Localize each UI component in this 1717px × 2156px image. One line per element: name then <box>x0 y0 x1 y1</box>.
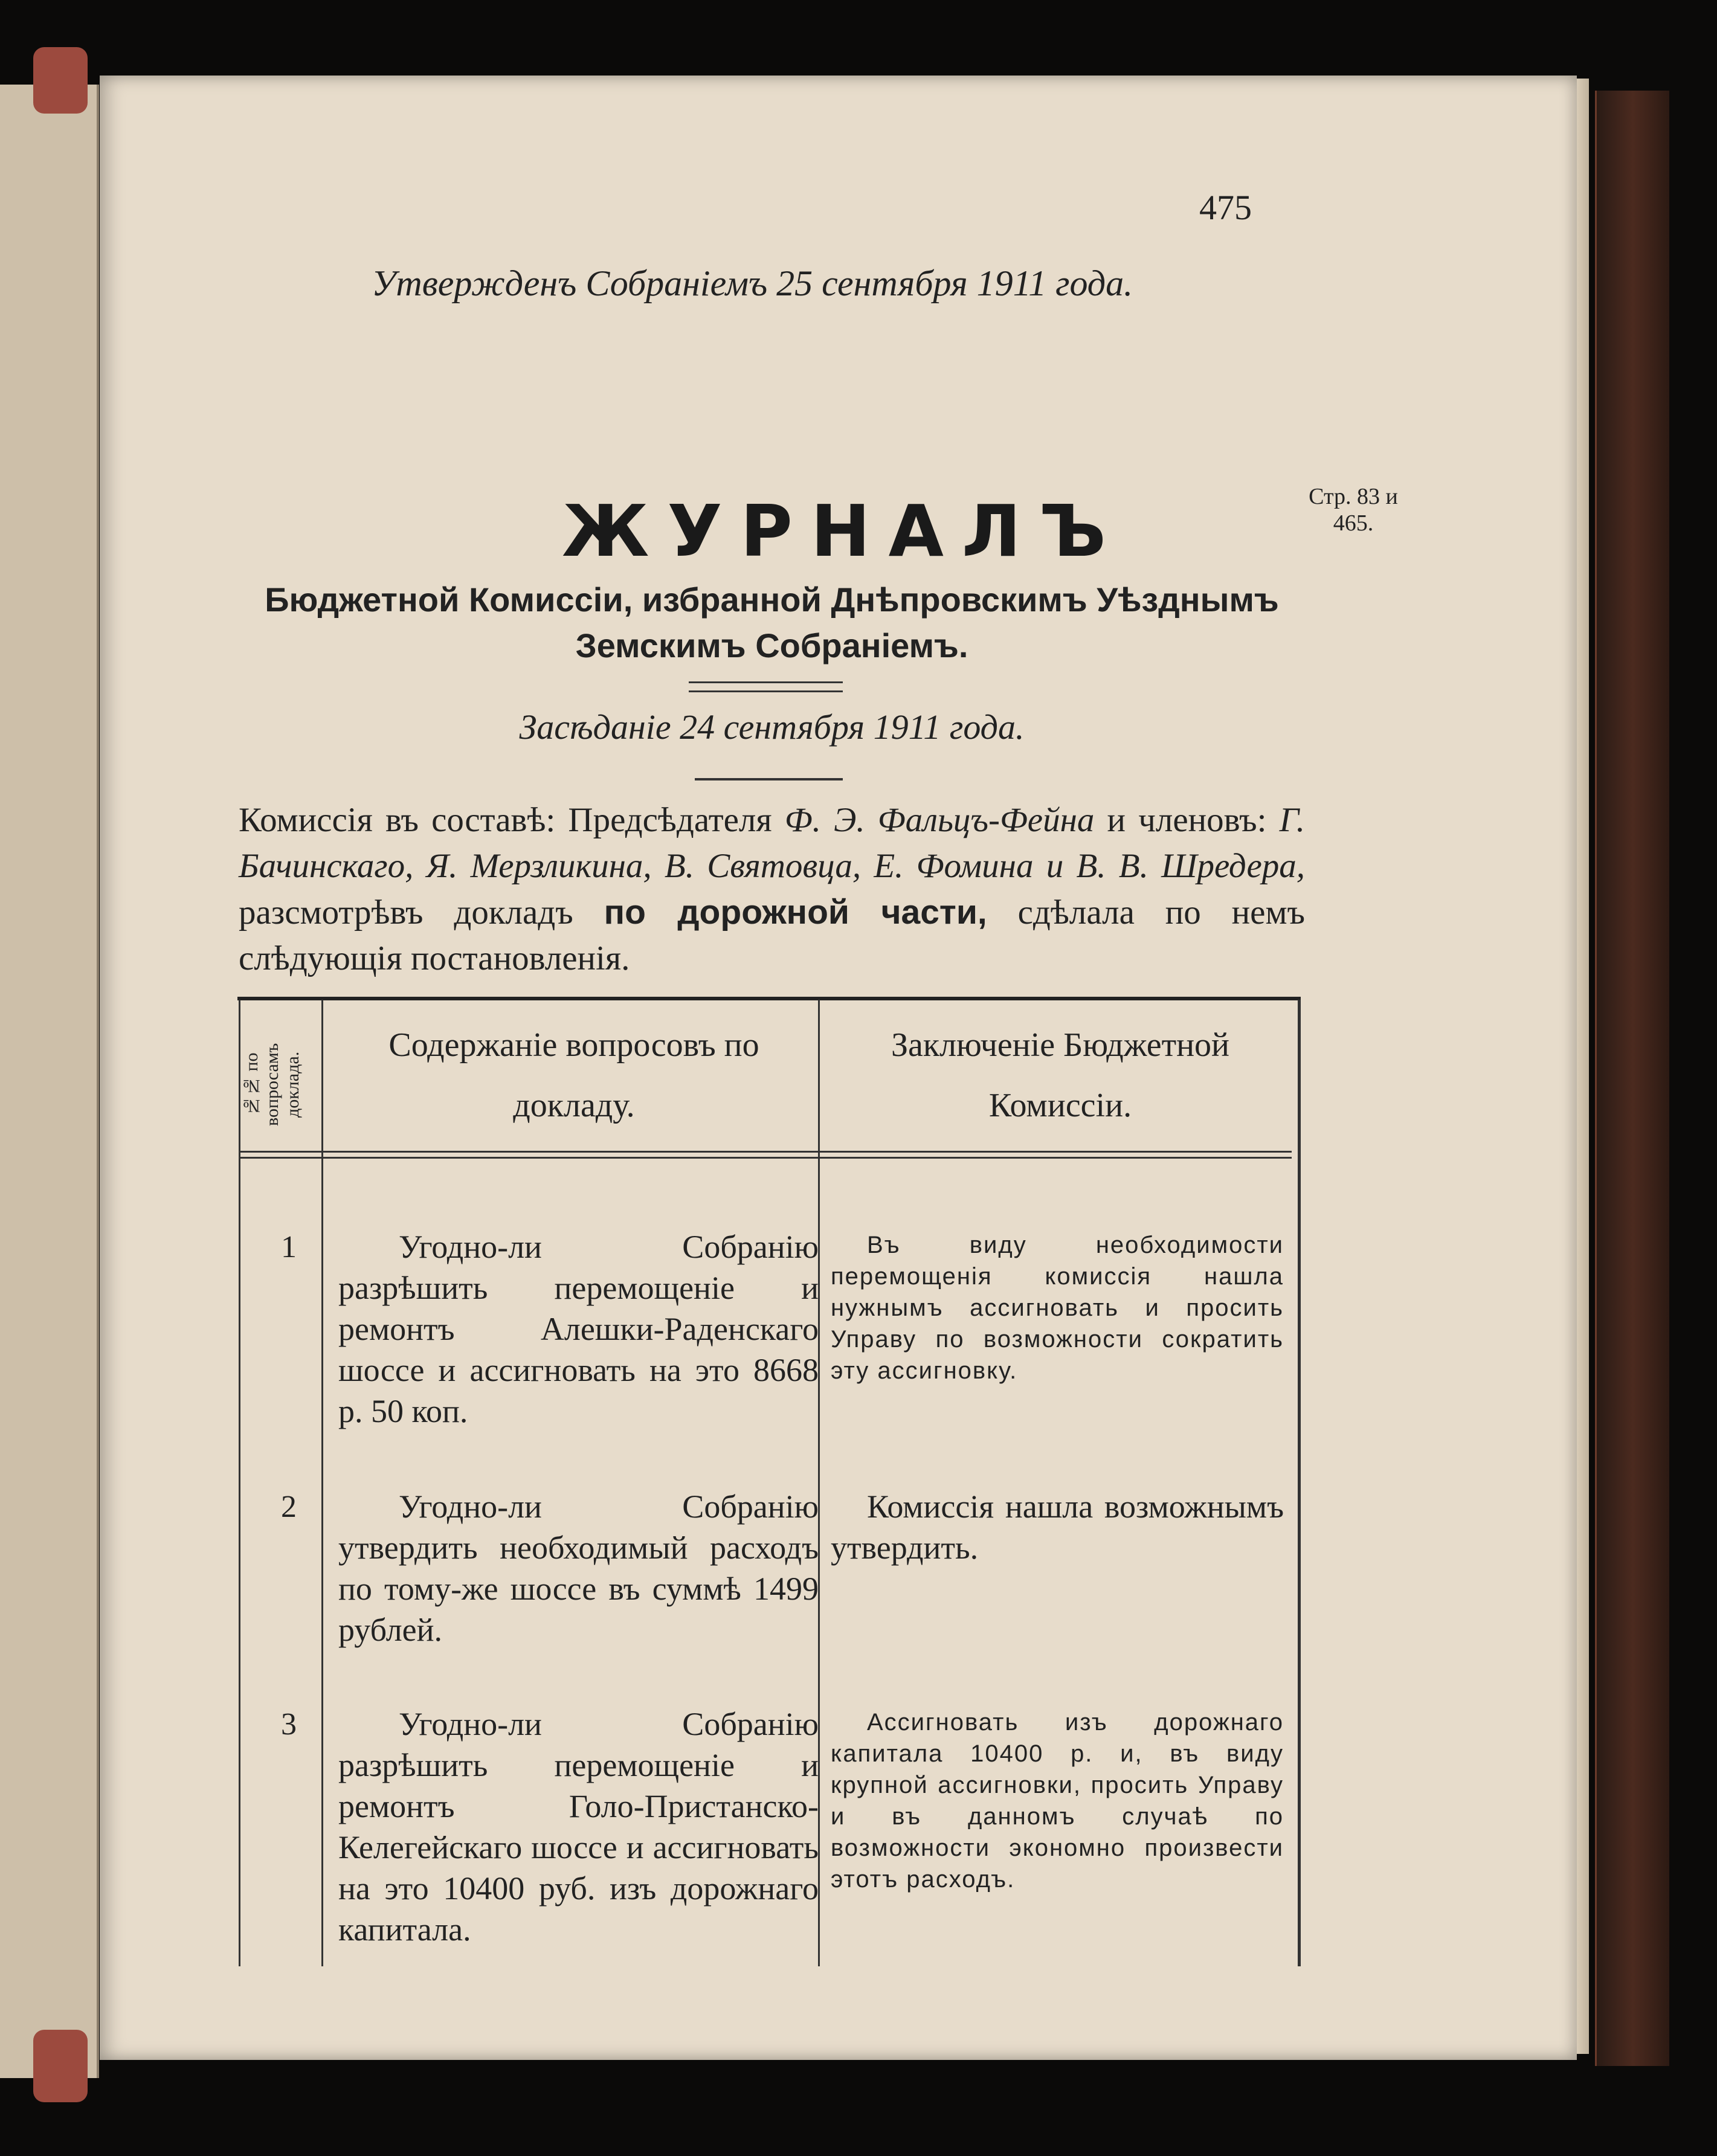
session-date: Засѣданіе 24 сентября 1911 года. <box>519 707 1025 747</box>
intro-paragraph: Комиссія въ составѣ: Предсѣдателя Ф. Э. Фальцъ-Фейна и членовъ: Г. Бачинскаго, Я. Мерзликина, В. Святовца, Е. Фомина и В. В. Шредера, разсмотрѣвъ докладъ по дорожной части, сдѣлала по немъ слѣдующія постановленія. <box>239 801 1305 977</box>
question-text: Угодно-ли Собранію утвердить необходимый расходъ по тому-же шоссе въ суммѣ 1499 рублей. <box>338 1488 819 1648</box>
conclusion-text: Въ виду необходимости перемощенія комиссія нашла нужнымъ ассигновать и просить Управу по возможности сократить эту ассигновку. <box>831 1232 1284 1384</box>
bookmark-ribbon-top <box>33 47 88 114</box>
question-text: Угодно-ли Собранію разрѣшить перемощеніе и ремонтъ Голо-Пристанско-Келегейскаго шоссе и ассигновать на это 10400 руб. изъ дорожнаго капитала. <box>338 1706 819 1948</box>
journal-subtitle: Бюджетной Комиссіи, избранной Днѣпровскимъ Уѣзднымъ Земскимъ Собраніемъ. <box>265 581 1279 664</box>
row-number: 2 <box>281 1490 297 1524</box>
book-binding <box>1595 91 1669 2066</box>
report-topic: по дорожной части, <box>604 893 987 932</box>
chair-name: Ф. Э. Фальцъ-Фейна <box>784 801 1095 839</box>
page-number: 475 <box>1199 188 1252 227</box>
row-number: 1 <box>281 1230 297 1264</box>
session-divider <box>695 778 843 780</box>
header-commission-conclusion: Заключеніе Бюджетной Комиссіи. <box>891 1026 1230 1124</box>
header-question-content: Содержаніе вопросовъ по докладу. <box>388 1026 759 1124</box>
table-left-border <box>239 1000 240 1966</box>
row-number: 3 <box>281 1707 297 1742</box>
table-top-rule <box>237 997 1301 1000</box>
member-names: Г. Бачинскаго, Я. Мерзликина, В. Святовца, Е. Фомина и В. В. Шредера, <box>239 801 1305 885</box>
bookmark-ribbon-bottom <box>33 2030 88 2102</box>
table-column-divider-1 <box>321 1000 323 1966</box>
margin-reference-note: Стр. 83 и 465. <box>1309 484 1398 536</box>
header-rule-1 <box>240 1151 1292 1153</box>
double-divider <box>689 681 843 692</box>
conclusion-text: Ассигновать изъ дорожнаго капитала 10400 р. и, въ виду крупной ассигновки, просить Управу и въ данномъ случаѣ по возможности экономно произвести этотъ расходъ. <box>831 1709 1284 1893</box>
header-question-number: №№ по вопросамъ доклада. <box>242 1043 303 1126</box>
journal-title: ЖУРНАЛЪ <box>562 489 1124 573</box>
question-text: Угодно-ли Собранію разрѣшить перемощеніе и ремонтъ Алешки-Раденскаго шоссе и ассигновать на это 8668 р. 50 коп. <box>338 1229 819 1429</box>
page-stack-edge <box>1577 79 1589 2054</box>
facing-page-edge <box>0 85 99 2078</box>
table-right-border <box>1298 1000 1301 1966</box>
approval-line: Утвержденъ Собраніемъ 25 сентября 1911 года. <box>372 263 1133 303</box>
header-rule-2 <box>240 1157 1292 1159</box>
conclusion-text: Комиссія нашла возможнымъ утвердить. <box>831 1488 1284 1566</box>
